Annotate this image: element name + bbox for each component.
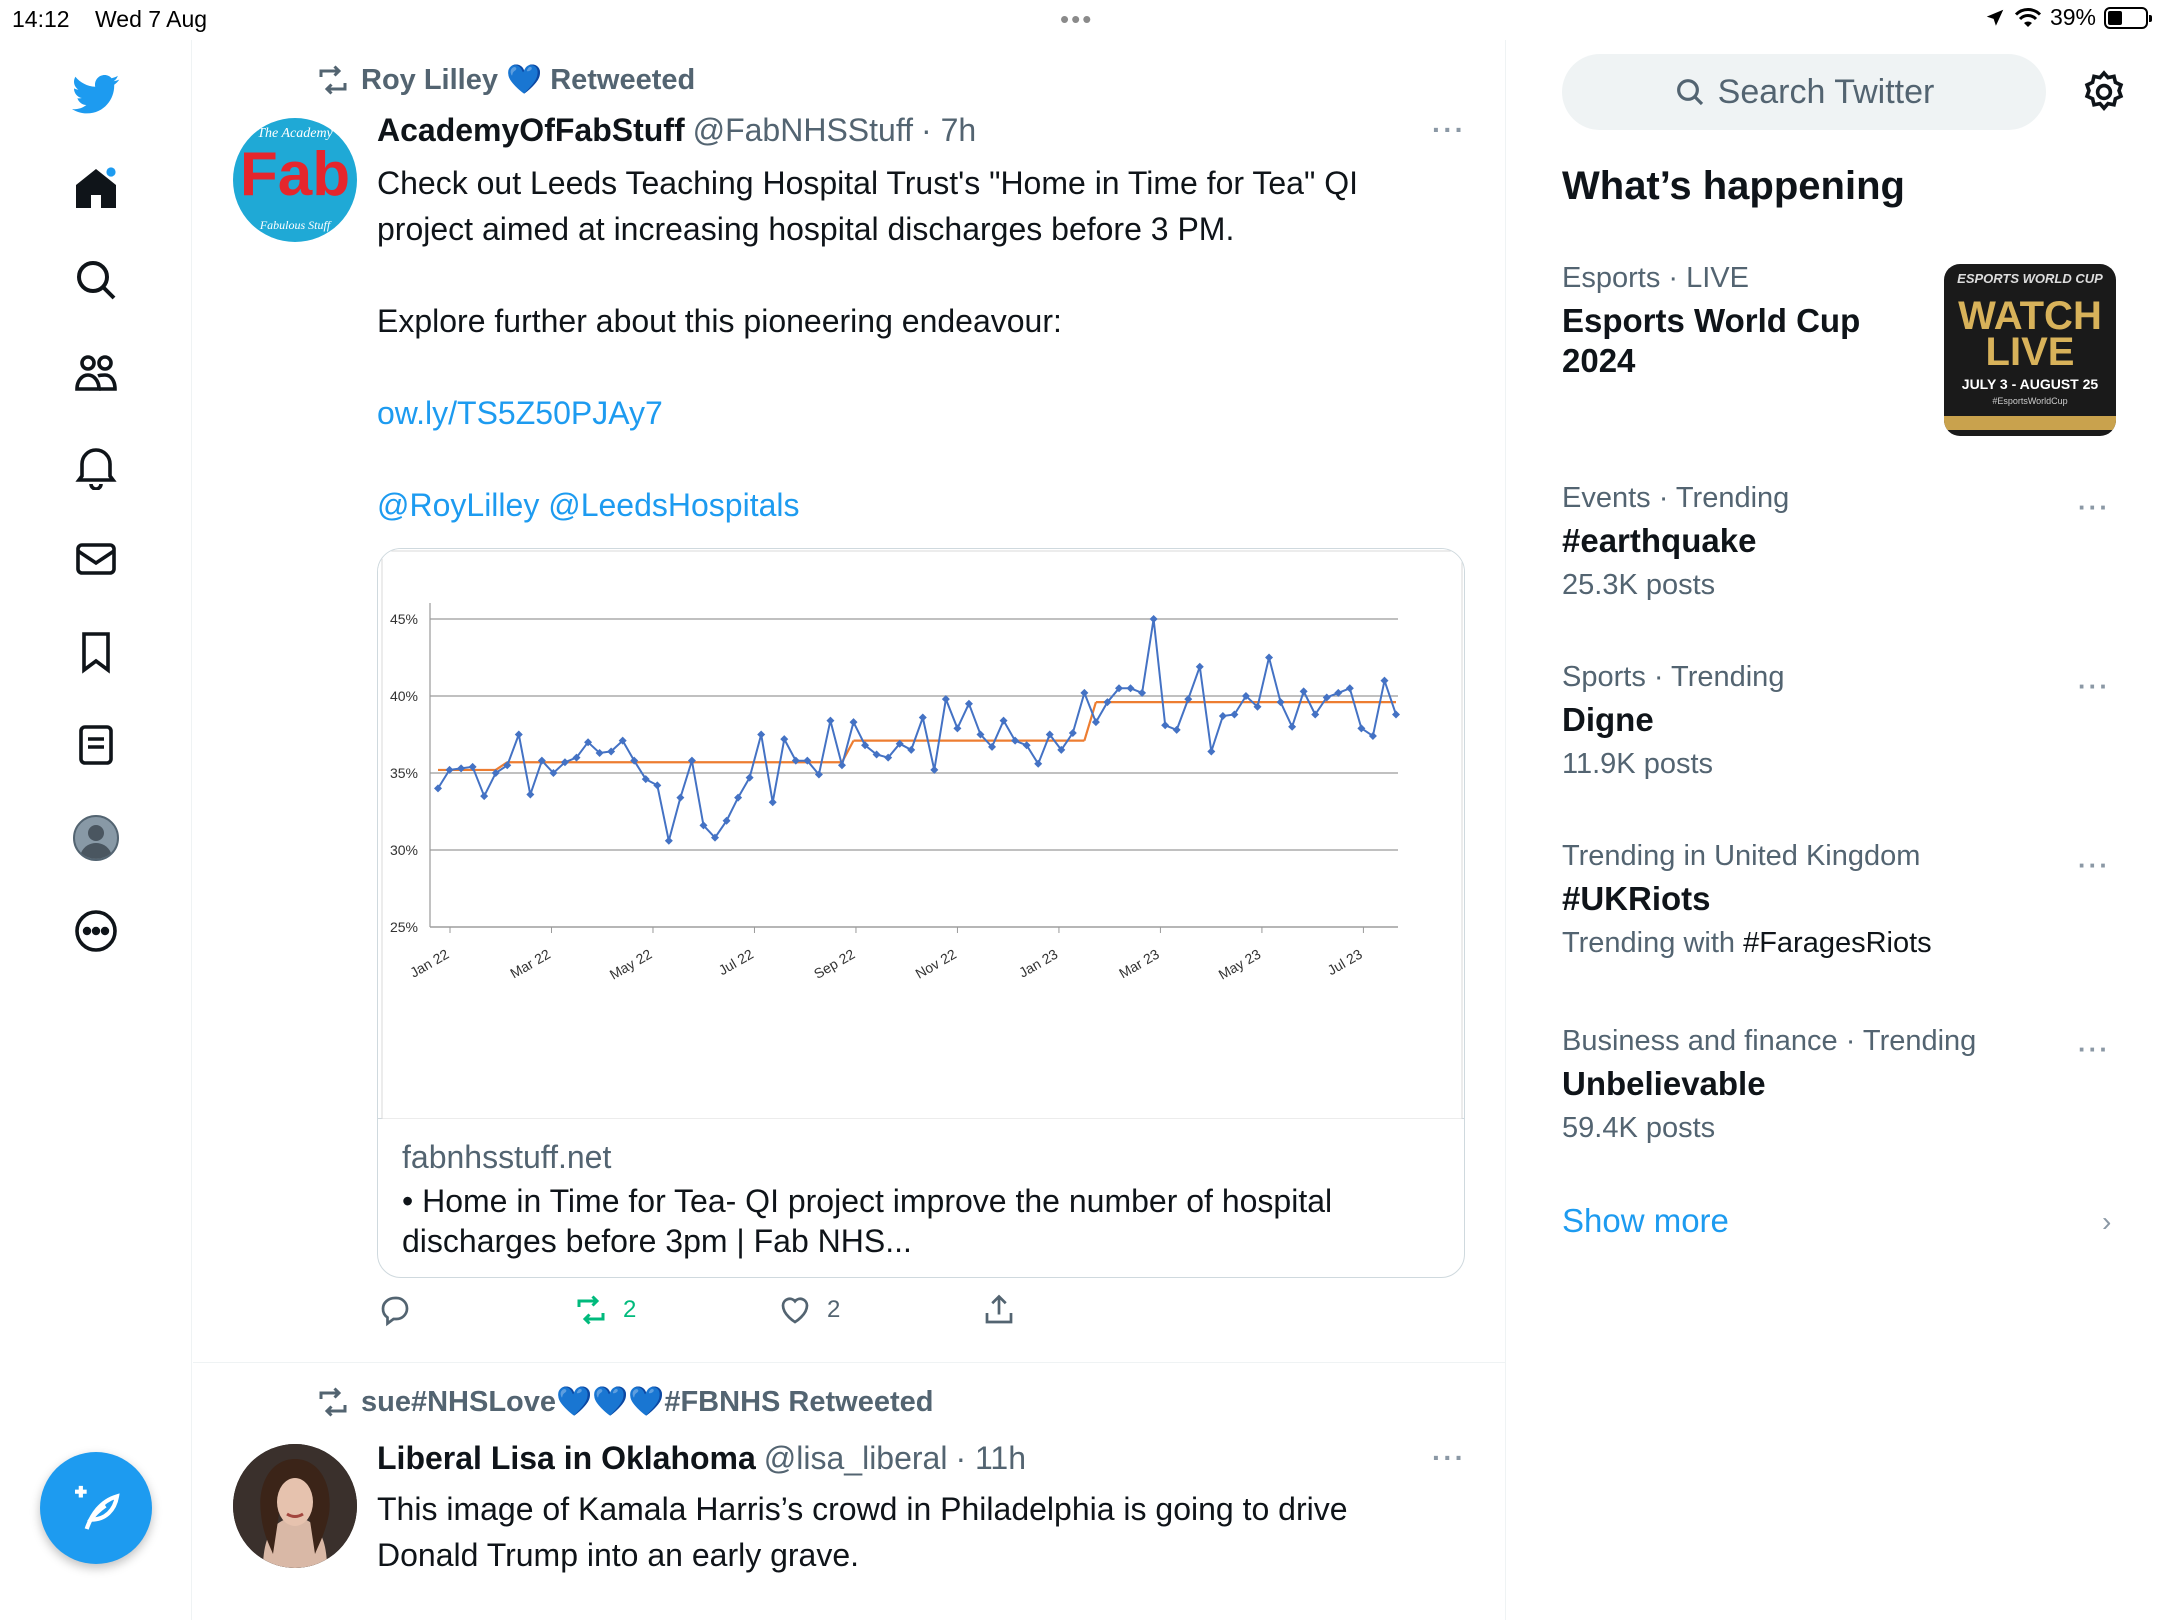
trend-with-prefix: Trending with xyxy=(1562,927,1744,959)
x-tick-label: Sep 22 xyxy=(811,945,858,982)
x-tick-label: May 22 xyxy=(606,945,655,983)
tweet-header xyxy=(377,1440,1026,1477)
thumb-line4: #EsportsWorldCup xyxy=(1992,396,2068,406)
search-icon xyxy=(1674,76,1706,108)
like-count: 2 xyxy=(827,1296,841,1323)
trend-category: Trending in United Kingdom xyxy=(1562,840,1921,872)
tweet-link[interactable]: ow.ly/TS5Z50PJAy7 xyxy=(377,395,663,431)
home-icon[interactable] xyxy=(66,158,126,218)
status-time: 14:12 xyxy=(12,6,70,32)
trend-name: #earthquake xyxy=(1562,522,1757,559)
x-tick-label: Jul 23 xyxy=(1324,945,1365,979)
tweet[interactable] xyxy=(193,40,1506,1363)
y-tick-label: 40% xyxy=(389,688,418,704)
tweet-text: Check out Leeds Teaching Hospital Trust's "Home in Time for Tea" QI project aimed at increasing hospital discharges before 3 PM. xyxy=(377,165,1358,247)
trend-more-button[interactable]: ··· xyxy=(2078,671,2110,701)
like-button[interactable] xyxy=(777,1292,840,1328)
retweet-button[interactable] xyxy=(573,1292,636,1328)
status-date: Wed 7 Aug xyxy=(95,6,208,32)
tweet-more-button[interactable]: ··· xyxy=(1432,1442,1466,1473)
compose-tweet-button[interactable] xyxy=(40,1452,152,1564)
card-title: • Home in Time for Tea- QI project improve the number of hospital discharges before 3pm | Fab NHS... xyxy=(402,1183,1333,1259)
trend-more-button[interactable]: ··· xyxy=(2078,850,2110,880)
tweet-text-2: Explore further about this pioneering endeavour: xyxy=(377,303,1062,339)
retweet-count: 2 xyxy=(623,1296,637,1323)
trend-category: Business and finance · Trending xyxy=(1562,1025,1977,1057)
chevron-right-icon[interactable]: › xyxy=(2102,1206,2112,1237)
thumb-line3: JULY 3 - AUGUST 25 xyxy=(1961,376,2099,392)
thumb-line2: WATCH LIVE xyxy=(1958,294,2102,374)
retweet-icon xyxy=(573,1292,609,1328)
x-tick-label: Jul 22 xyxy=(715,945,756,979)
retweet-icon xyxy=(315,1384,351,1420)
card-domain: fabnhsstuff.net xyxy=(402,1139,612,1175)
trend-item[interactable] xyxy=(1562,482,2122,602)
trend-posts: 25.3K posts xyxy=(1562,569,1716,601)
avatar[interactable] xyxy=(233,118,357,242)
trend-posts: 11.9K posts xyxy=(1562,748,1714,780)
author-handle[interactable]: @lisa_liberal xyxy=(763,1440,948,1476)
share-icon xyxy=(981,1292,1017,1328)
status-bar xyxy=(0,0,2160,40)
trend-category: Events · Trending xyxy=(1562,482,1790,514)
notifications-icon[interactable] xyxy=(66,436,126,496)
status-right xyxy=(1984,4,2148,31)
tweet-time[interactable]: · 11h xyxy=(955,1440,1027,1476)
retweet-icon xyxy=(315,62,351,98)
gear-icon xyxy=(2080,68,2128,116)
chart-frame xyxy=(382,551,1462,1119)
whats-happening-title: What’s happening xyxy=(1562,164,1905,208)
tweet-time[interactable]: · 7h xyxy=(921,112,977,148)
trend-name: Digne xyxy=(1562,701,1654,738)
x-tick-label: Jan 23 xyxy=(1016,945,1061,981)
trend-thumbnail[interactable] xyxy=(1944,264,2116,436)
y-tick-label: 45% xyxy=(389,611,418,627)
avatar-bottom-text: Fabulous Stuff xyxy=(259,218,331,232)
tweet-actions xyxy=(377,1292,1457,1340)
trend-posts: 59.4K posts xyxy=(1562,1112,1716,1144)
trend-item[interactable] xyxy=(1562,1025,2122,1145)
battery-fill xyxy=(2108,11,2122,25)
trend-category: Esports xyxy=(1562,262,1661,294)
thumb-stripe xyxy=(1944,416,2116,430)
trend-name: Esports World Cup 2024 xyxy=(1562,302,1861,379)
timeline xyxy=(193,40,1506,1620)
battery-icon xyxy=(2104,7,2148,29)
line-chart xyxy=(378,549,1465,1119)
search-placeholder: Search Twitter xyxy=(1717,72,1935,111)
explore-icon[interactable] xyxy=(66,250,126,310)
messages-icon[interactable] xyxy=(66,529,126,589)
trend-category: Sports · Trending xyxy=(1562,661,1785,693)
x-tick-label: Nov 22 xyxy=(912,945,959,982)
search-input[interactable] xyxy=(1562,54,2046,130)
retweeted-by[interactable]: sue#NHSLove💙💙💙#FBNHS Retweeted xyxy=(361,1386,934,1418)
profile-icon[interactable] xyxy=(66,808,126,868)
share-button[interactable] xyxy=(981,1292,1017,1328)
y-tick-label: 30% xyxy=(389,842,418,858)
show-more-link[interactable]: Show more xyxy=(1562,1202,1729,1239)
x-tick-label: Jan 22 xyxy=(407,945,452,981)
avatar-logo-text: Fab xyxy=(239,140,351,209)
communities-icon[interactable] xyxy=(66,343,126,403)
twitter-logo-icon[interactable] xyxy=(66,64,126,124)
trend-with-tag[interactable]: #FaragesRiots xyxy=(1743,927,1932,959)
retweeted-by[interactable]: Roy Lilley 💙 Retweeted xyxy=(361,64,696,96)
heart-icon xyxy=(777,1292,813,1328)
tweet[interactable] xyxy=(193,1364,1506,1620)
trend-name: Unbelievable xyxy=(1562,1065,1766,1102)
author-handle[interactable]: @FabNHSStuff xyxy=(692,112,914,148)
reply-button[interactable] xyxy=(377,1292,427,1328)
location-icon xyxy=(1984,7,2006,29)
reply-icon xyxy=(377,1292,413,1328)
trend-live: · LIVE xyxy=(1668,262,1749,294)
settings-button[interactable] xyxy=(2076,64,2132,120)
trend-more-button[interactable]: ··· xyxy=(2078,1034,2110,1064)
trend-name: #UKRiots xyxy=(1562,880,1711,917)
right-sidebar xyxy=(1506,40,2160,1620)
retweet-context xyxy=(315,62,695,98)
trend-more-button[interactable]: ··· xyxy=(2078,492,2110,522)
wifi-icon xyxy=(2014,7,2042,29)
multitasking-dots[interactable]: ••• xyxy=(1060,4,1094,34)
retweet-context xyxy=(315,1384,933,1420)
y-tick-label: 25% xyxy=(389,919,418,935)
avatar[interactable] xyxy=(233,1444,357,1568)
more-icon[interactable] xyxy=(66,901,126,961)
trend-item[interactable] xyxy=(1562,840,2122,960)
compose-feather-icon xyxy=(68,1480,124,1536)
tweet-mentions[interactable]: @RoyLilley @LeedsHospitals xyxy=(377,487,800,523)
card-chart-image xyxy=(378,549,1465,1119)
tweet-header xyxy=(377,112,976,149)
x-tick-label: Mar 22 xyxy=(507,945,553,982)
x-tick-label: Mar 23 xyxy=(1116,945,1162,982)
author-name[interactable]: AcademyOfFabStuff xyxy=(377,112,685,148)
tweet-more-button[interactable]: ··· xyxy=(1432,114,1466,145)
tweet-text: This image of Kamala Harris’s crowd in Philadelphia is going to drive Donald Trump into an early grave. xyxy=(377,1491,1348,1573)
bookmarks-icon[interactable] xyxy=(66,622,126,682)
y-tick-label: 35% xyxy=(389,765,418,781)
left-nav xyxy=(0,40,192,1620)
author-name[interactable]: Liberal Lisa in Oklahoma xyxy=(377,1440,756,1476)
x-tick-label: May 23 xyxy=(1215,945,1264,983)
lists-icon[interactable] xyxy=(66,715,126,775)
trend-item[interactable] xyxy=(1562,262,1932,381)
link-card[interactable] xyxy=(377,548,1465,1278)
trend-item[interactable] xyxy=(1562,661,2122,781)
avatar-top-text: The Academy xyxy=(257,126,333,141)
thumb-line1: ESPORTS WORLD CUP xyxy=(1957,271,2103,286)
avatar-photo xyxy=(233,1444,357,1568)
battery-percent: 39% xyxy=(2049,4,2096,30)
